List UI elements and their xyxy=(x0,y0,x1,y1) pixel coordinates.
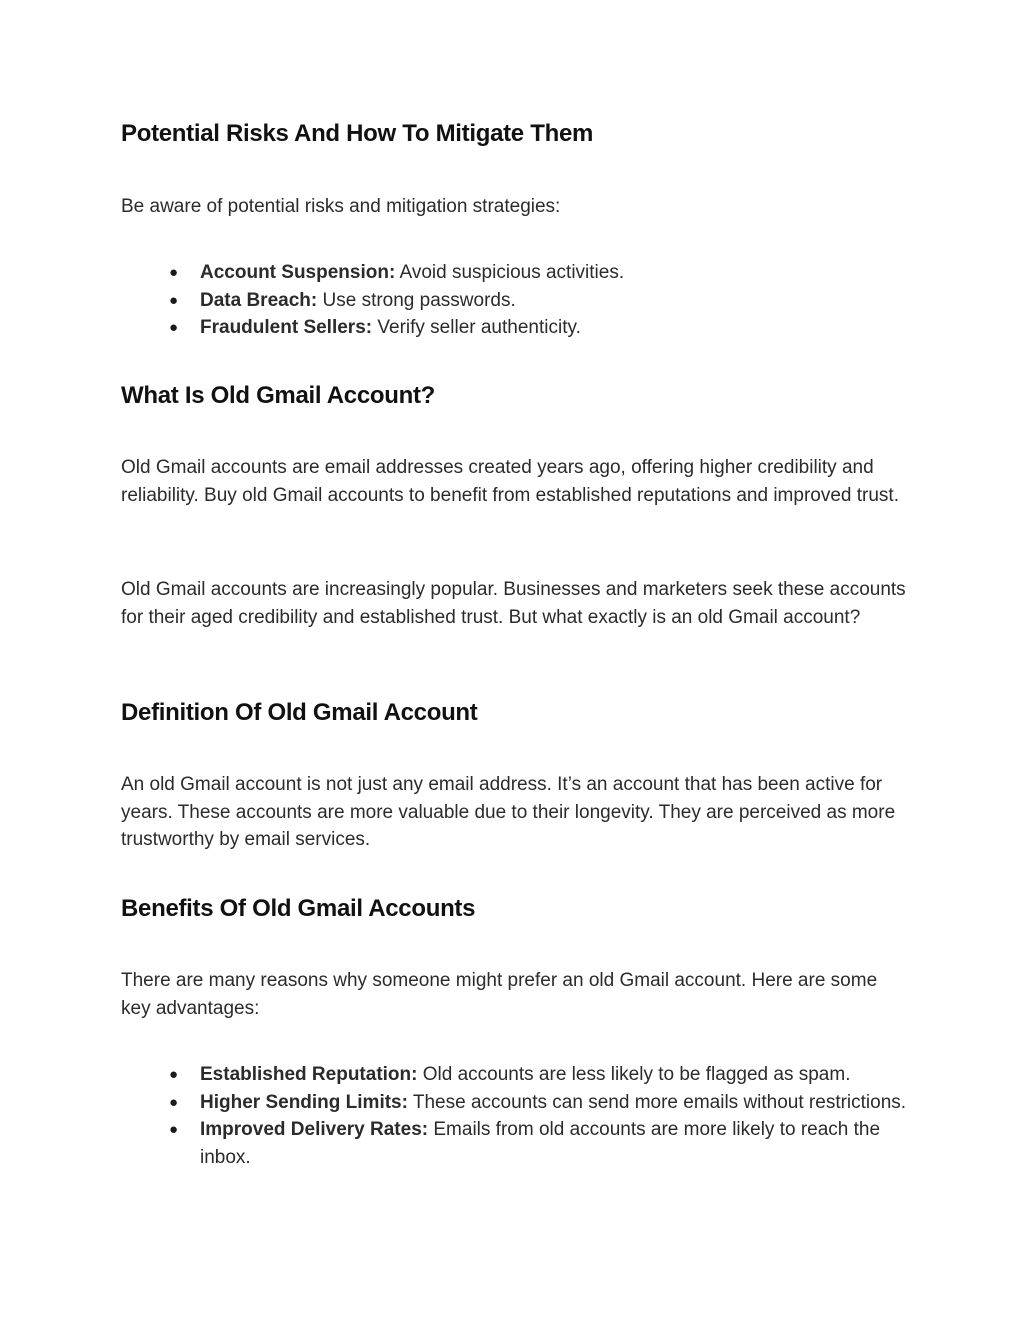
bullet-icon: ● xyxy=(169,1121,179,1139)
list-item xyxy=(121,259,911,287)
heading-what-is: What Is Old Gmail Account? xyxy=(121,382,435,409)
list-item-term: Improved Delivery Rates: xyxy=(200,1119,429,1141)
bullet-icon: ● xyxy=(169,1093,179,1111)
heading-definition: Definition Of Old Gmail Account xyxy=(121,699,478,726)
list-item xyxy=(121,314,911,342)
list-item-text: Emails from old accounts are more likely to reach the inbox. xyxy=(200,1119,881,1168)
risks-intro: Be aware of potential risks and mitigation strategies: xyxy=(121,196,561,217)
bullet-icon: ● xyxy=(169,1066,179,1083)
list-item-text: Use strong passwords. xyxy=(317,289,516,311)
bullet-icon: ● xyxy=(169,291,179,309)
list-item-term: Higher Sending Limits: xyxy=(200,1091,408,1113)
list-item xyxy=(121,287,911,315)
list-item xyxy=(121,1089,911,1117)
heading-potential-risks: Potential Risks And How To Mitigate Them xyxy=(121,120,594,147)
list-item-term: Fraudulent Sellers: xyxy=(200,317,373,339)
list-item-text: These accounts can send more emails without restrictions. xyxy=(407,1091,907,1113)
list-item-term: Account Suspension: xyxy=(200,262,396,283)
bullet-icon: ● xyxy=(169,264,179,281)
what-is-paragraph-1: Old Gmail accounts are email addresses created years ago, offering higher credibility and reliability. Buy old Gmail accounts to benefit from established reputations and improved trust. xyxy=(121,457,899,506)
heading-benefits: Benefits Of Old Gmail Accounts xyxy=(121,895,476,922)
list-item-term: Data Breach: xyxy=(200,289,318,311)
bullet-icon: ● xyxy=(169,319,179,337)
list-item xyxy=(121,1061,911,1089)
what-is-paragraph-2: Old Gmail accounts are increasingly popular. Businesses and marketers seek these accounts for their aged credibility and established trust. But what exactly is an old Gmail account? xyxy=(121,579,906,628)
list-item-term: Established Reputation: xyxy=(200,1064,418,1085)
list-item-text: Avoid suspicious activities. xyxy=(395,262,625,283)
list-item xyxy=(121,1116,911,1171)
list-item-text: Verify seller authenticity. xyxy=(372,317,581,339)
benefits-intro: There are many reasons why someone might prefer an old Gmail account. Here are some key advantages: xyxy=(121,970,878,1019)
definition-paragraph: An old Gmail account is not just any email address. It’s an account that has been active for years. These accounts are more valuable due to their longevity. They are perceived as more trustworthy by email services. xyxy=(121,774,896,851)
risks-list xyxy=(121,259,911,342)
benefits-list xyxy=(121,1061,911,1171)
list-item-text: Old accounts are less likely to be flagged as spam. xyxy=(417,1064,851,1085)
